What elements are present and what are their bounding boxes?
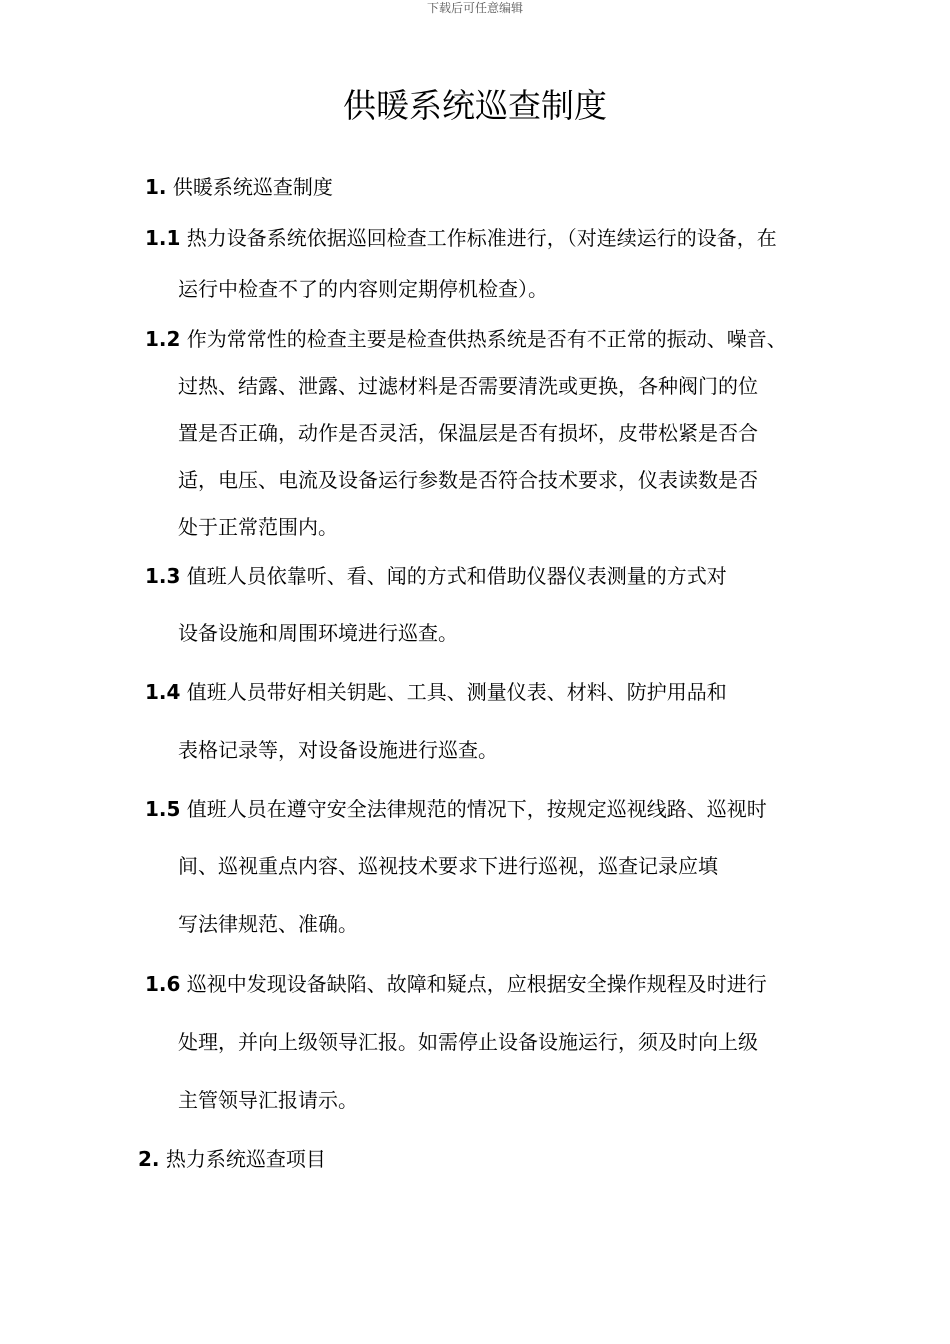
clause-1-1 (145, 225, 777, 251)
clause-text: 热力设备系统依据巡回检查工作标准进行，（对连续运行的设备，在 (186, 226, 777, 250)
clause-1-5-continuation: 写法律规范、准确。 (178, 912, 358, 936)
document-title: 供暖系统巡查制度 (343, 86, 607, 125)
clause-number: 1.5 (145, 797, 181, 821)
clause-1-3 (145, 563, 727, 589)
section-number: 1. (145, 175, 167, 199)
section-heading-text: 热力系统巡查项目 (165, 1147, 326, 1171)
clause-number: 1.2 (145, 327, 181, 351)
clause-1-6-continuation: 处理，并向上级领导汇报。如需停止设备设施运行，须及时向上级 (178, 1030, 758, 1054)
clause-1-4 (145, 679, 727, 705)
section-2-heading (138, 1146, 326, 1172)
clause-number: 1.3 (145, 564, 181, 588)
section-1-heading (145, 174, 333, 200)
clause-1-5 (145, 796, 767, 822)
clause-1-6-continuation: 主管领导汇报请示。 (178, 1088, 358, 1112)
clause-text: 值班人员带好相关钥匙、工具、测量仪表、材料、防护用品和 (186, 680, 727, 704)
section-heading-text: 供暖系统巡查制度 (172, 175, 333, 199)
clause-1-2-continuation: 适，电压、电流及设备运行参数是否符合技术要求，仪表读数是否 (178, 468, 758, 492)
clause-1-2-continuation: 处于正常范围内。 (178, 515, 338, 539)
header-note: 下载后可任意编辑 (426, 1, 523, 15)
clause-number: 1.4 (145, 680, 181, 704)
clause-text: 作为常常性的检查主要是检查供热系统是否有不正常的振动、噪音、 (186, 327, 787, 351)
clause-1-5-continuation: 间、巡视重点内容、巡视技术要求下进行巡视，巡查记录应填 (178, 854, 718, 878)
clause-text: 巡视中发现设备缺陷、故障和疑点，应根据安全操作规程及时进行 (186, 972, 767, 996)
clause-1-2-continuation: 过热、结露、泄露、过滤材料是否需要清洗或更换，各种阀门的位 (178, 374, 758, 398)
clause-1-1-continuation: 运行中检查不了的内容则定期停机检查）。 (178, 277, 548, 301)
section-number: 2. (138, 1147, 160, 1171)
clause-1-2 (145, 326, 787, 352)
clause-number: 1.1 (145, 226, 181, 250)
clause-1-3-continuation: 设备设施和周围环境进行巡查。 (178, 621, 458, 645)
clause-1-6 (145, 971, 767, 997)
clause-1-4-continuation: 表格记录等，对设备设施进行巡查。 (178, 738, 498, 762)
clause-text: 值班人员在遵守安全法律规范的情况下，按规定巡视线路、巡视时 (186, 797, 767, 821)
clause-number: 1.6 (145, 972, 181, 996)
clause-text: 值班人员依靠听、看、闻的方式和借助仪器仪表测量的方式对 (186, 564, 727, 588)
clause-1-2-continuation: 置是否正确，动作是否灵活，保温层是否有损坏，皮带松紧是否合 (178, 421, 758, 445)
